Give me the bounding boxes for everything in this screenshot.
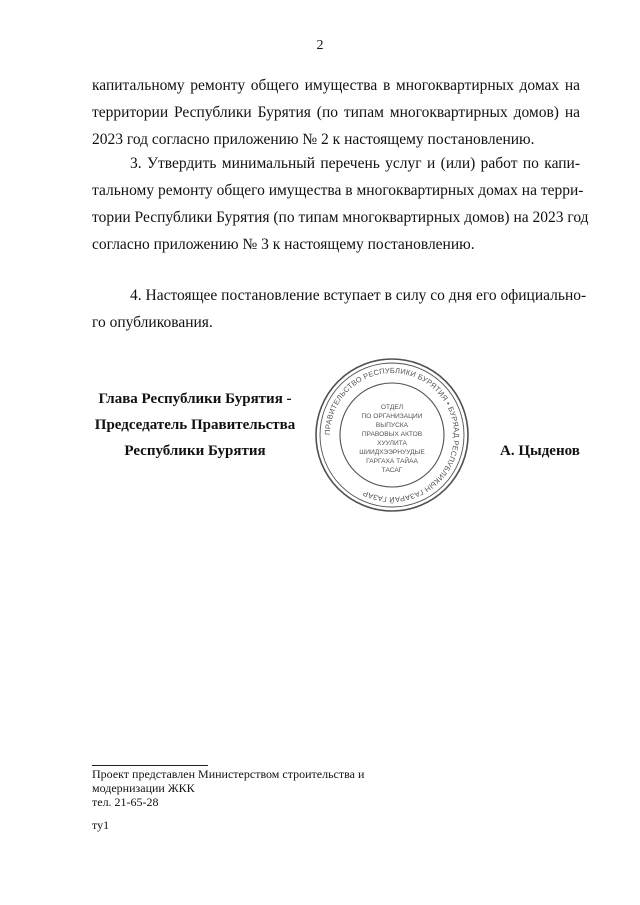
text-line: территории Республики Бурятия (по типам многоквартирных домов) на bbox=[92, 104, 580, 121]
seal-text-line: ХУУЛИТА bbox=[377, 440, 407, 447]
paragraph-item-4 bbox=[92, 282, 587, 336]
signatory-position bbox=[84, 386, 306, 464]
seal-text-line: ОТДЕЛ bbox=[380, 404, 404, 411]
text-line: тории Республики Бурятия (по типам многоквартирных домов) на 2023 год bbox=[92, 209, 589, 226]
paragraph-continuation bbox=[92, 72, 580, 153]
seal-text-line: ВЫПУСКА bbox=[375, 422, 409, 429]
text-line: 4. Настоящее постановление вступает в силу со дня его официально- bbox=[130, 287, 587, 304]
paragraph-item-3 bbox=[92, 150, 589, 258]
signatory-position-line: Председатель Правительства bbox=[94, 417, 296, 433]
text-line: согласно приложению № 3 к настоящему постановлению. bbox=[92, 236, 475, 253]
signatory-name: А. Цыденов bbox=[500, 443, 580, 459]
footnote-line: тел. 21-65-28 bbox=[92, 795, 159, 809]
seal-text-line: ТАСАГ bbox=[381, 467, 403, 474]
official-seal bbox=[312, 355, 472, 515]
text-line: тальному ремонту общего имущества в многоквартирных домах на терри- bbox=[92, 182, 584, 199]
signatory-position-line: Республики Бурятия bbox=[124, 443, 266, 459]
footnote-line: Проект представлен Министерством строительства и bbox=[92, 767, 365, 781]
text-line: 3. Утвердить минимальный перечень услуг и (или) работ по капи- bbox=[130, 155, 580, 172]
page-number: 2 bbox=[316, 38, 324, 53]
text-line: 2023 год согласно приложению № 2 к настоящему постановлению. bbox=[92, 131, 535, 148]
footnote bbox=[92, 767, 412, 809]
footnote-divider bbox=[92, 765, 208, 766]
seal-text-line: ПРАВОВЫХ АКТОВ bbox=[361, 431, 423, 438]
signatory-position-line: Глава Республики Бурятия - bbox=[98, 391, 292, 407]
text-line: капитальному ремонту общего имущества в многоквартирных домах на bbox=[92, 77, 580, 94]
seal-ring-text: ПРАВИТЕЛЬСТВО РЕСПУБЛИКИ БУРЯТИЯ • БУРЯАД РЕСПУБЛИКЫН ГАЗАРАЙ ГАЗАР bbox=[322, 365, 462, 505]
seal-text-line: ШИИДХЭЭРНУУДЫЕ bbox=[359, 449, 425, 456]
executor-code: ту1 bbox=[92, 818, 110, 832]
footnote-line: модернизации ЖКК bbox=[92, 781, 195, 795]
seal-text-line: ПО ОРГАНИЗАЦИИ bbox=[361, 413, 423, 420]
seal-text-line: ГАРГАХА ТАЙАА bbox=[366, 458, 418, 465]
text-line: го опубликования. bbox=[92, 314, 213, 331]
